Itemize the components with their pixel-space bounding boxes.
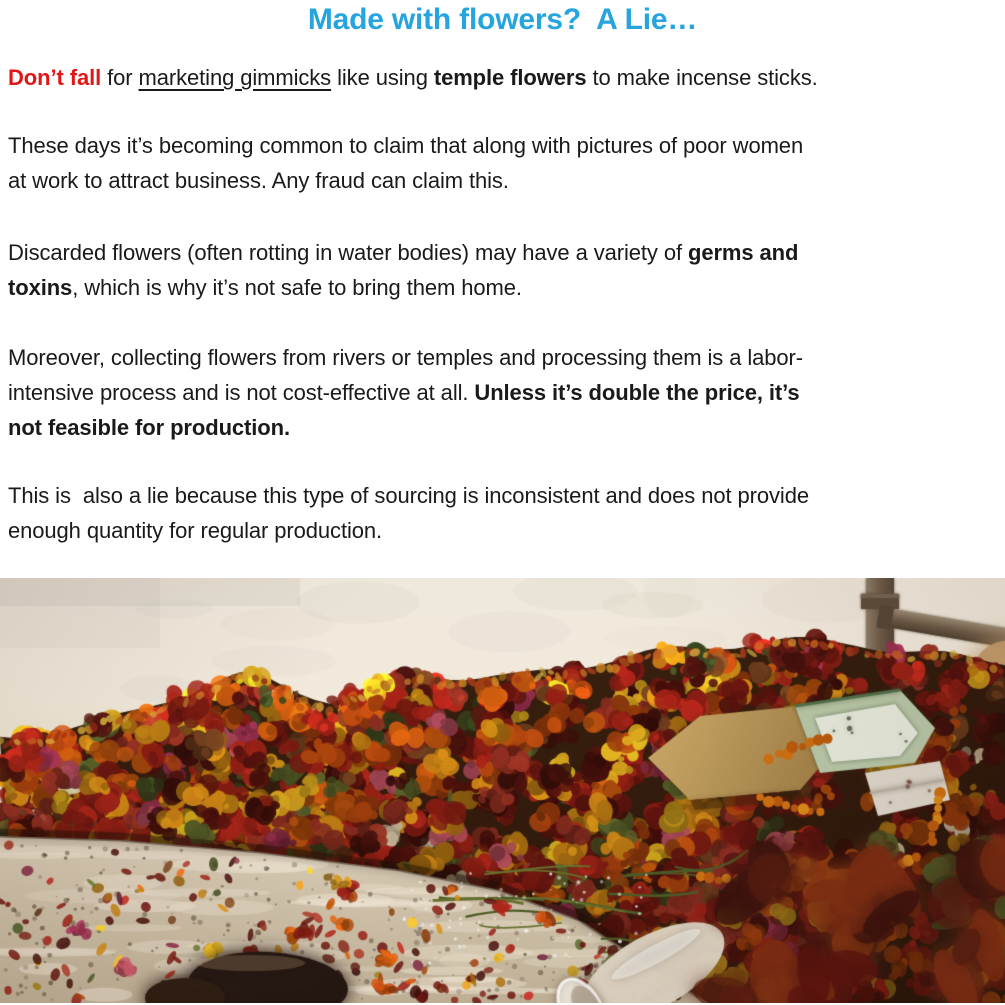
discarded-flowers-image <box>0 578 1005 1003</box>
paragraph-sourcing <box>0 478 1005 548</box>
not-feasible-bold: not feasible for production. <box>8 415 290 440</box>
text-line: These days it’s becoming common to claim that along with pictures of poor women <box>8 133 804 158</box>
marketing-gimmicks-underlined: marketing gimmicks <box>138 65 332 90</box>
double-price-bold: Unless it’s double the price, it’s <box>474 380 800 405</box>
paragraph-cost <box>0 340 1005 445</box>
text-line: at work to attract business. Any fraud can claim this. <box>8 168 509 193</box>
paragraph-germs <box>0 235 1005 305</box>
paragraph-claim <box>0 128 1005 198</box>
text-segment: to make incense sticks. <box>586 65 818 90</box>
text-line: enough quantity for regular production. <box>8 518 383 543</box>
paragraph-warning <box>0 60 1005 95</box>
text-segment: like using <box>331 65 434 90</box>
temple-flowers-bold: temple flowers <box>433 65 587 90</box>
discarded-flowers-photo <box>0 578 1005 1003</box>
text-line: intensive process and is not cost-effective at all. <box>8 380 475 405</box>
page <box>0 2 1005 1005</box>
text-line: This is also a lie because this type of sourcing is inconsistent and does not provide <box>8 483 809 508</box>
flyer <box>0 2 1005 1005</box>
germs-and-bold: germs and <box>688 240 799 265</box>
text-line: Moreover, collecting flowers from rivers or temples and processing them is a labor- <box>8 345 804 370</box>
page-title: Made with flowers? A Lie… <box>307 3 698 36</box>
dont-fall-red-text: Don’t fall <box>8 65 102 90</box>
text-line: Discarded flowers (often rotting in water bodies) may have a variety of <box>8 240 688 265</box>
text-segment: for <box>101 65 139 90</box>
toxins-bold: toxins <box>8 275 73 300</box>
text-line: , which is why it’s not safe to bring them home. <box>72 275 522 300</box>
